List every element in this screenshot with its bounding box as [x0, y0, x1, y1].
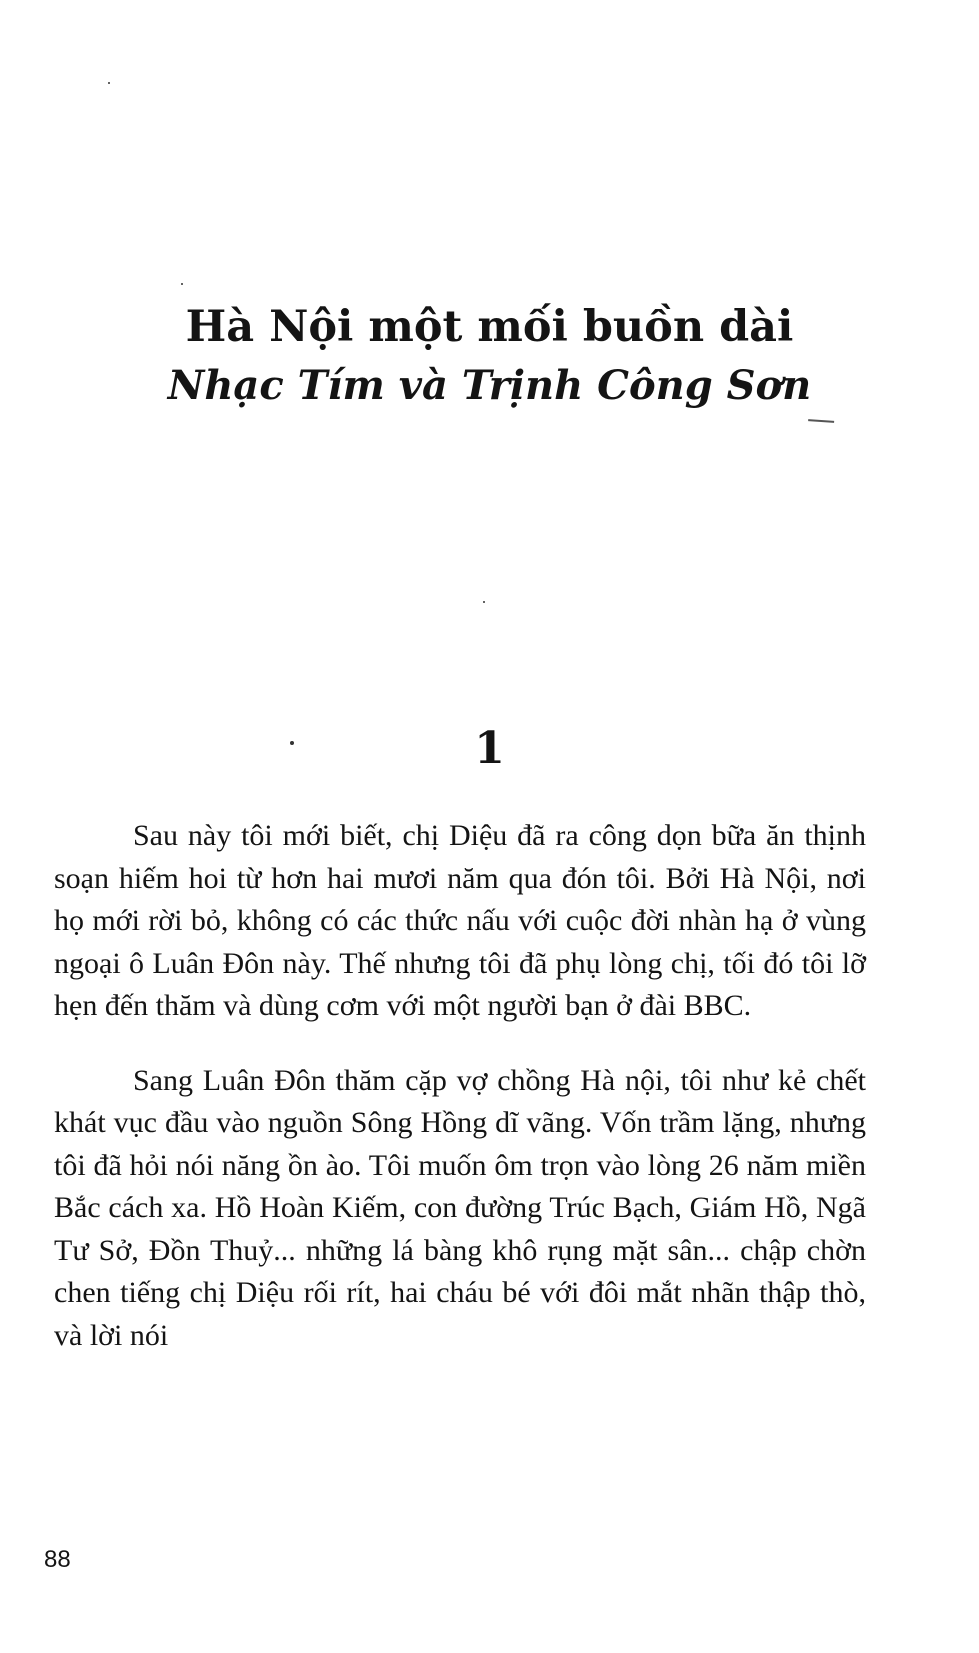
- body-text: [54, 815, 866, 1389]
- print-speck: [108, 82, 110, 84]
- print-speck: [290, 741, 294, 745]
- chapter-subtitle: Nhạc Tím và Trịnh Công Sơn: [167, 362, 812, 409]
- page-number: 88: [44, 1546, 71, 1573]
- section-number: 1: [474, 723, 505, 774]
- print-speck: [181, 283, 183, 285]
- print-speck: [483, 601, 485, 603]
- paragraph-2: Sang Luân Đôn thăm cặp vợ chồng Hà nội, tôi như kẻ chết khát vục đầu vào nguồn Sông Hồng dĩ vãng. Vốn trầm lặng, nhưng tôi đã hỏi nói năng ồn ào. Tôi muốn ôm trọn vào lòng 26 năm miền Bắc cách xa. Hồ Hoàn Kiếm, con đường Trúc Bạch, Giám Hồ, Ngã Tư Sở, Đồn Thuỷ... những lá bàng khô rụng mặt sân... chập chờn chen tiếng chị Diệu rối rít, hai cháu bé với đôi mắt nhãn thập thò, và lời nói: [54, 1063, 866, 1352]
- paragraph-1: Sau này tôi mới biết, chị Diệu đã ra công dọn bữa ăn thịnh soạn hiếm hoi từ hơn hai mươi năm qua đón tôi. Bởi Hà Nội, nơi họ mới rời bỏ, không có các thức nấu với cuộc đời nhàn hạ ở vùng ngoại ô Luân Đôn này. Thế nhưng tôi đã phụ lòng chị, tối đó tôi lỡ hẹn đến thăm và dùng cơm với một người bạn ở đài BBC.: [54, 819, 866, 1022]
- chapter-title: Hà Nội một mối buồn dài: [185, 302, 794, 352]
- print-scratch: [808, 419, 834, 427]
